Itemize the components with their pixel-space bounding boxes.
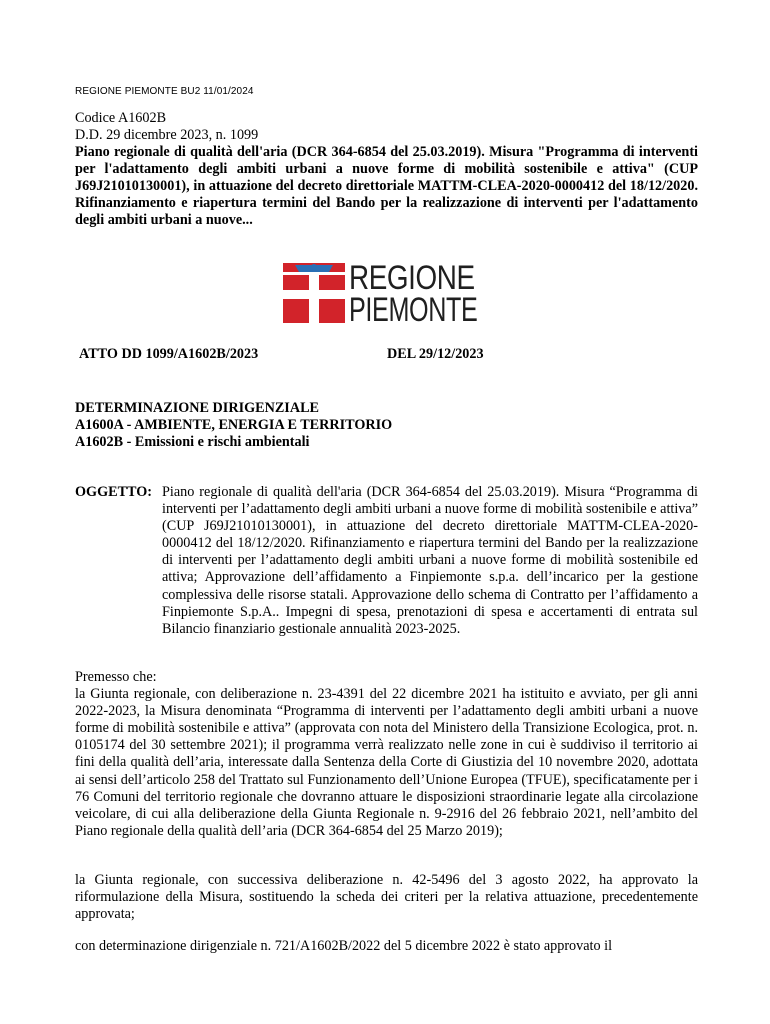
logo-text-regione: REGIONE bbox=[349, 259, 475, 297]
bulletin-header: REGIONE PIEMONTE BU2 11/01/2024 bbox=[75, 86, 254, 97]
determinazione-sector: A1602B - Emissioni e rischi ambientali bbox=[75, 434, 310, 450]
premesso-paragraph bbox=[75, 669, 698, 840]
atto-number: ATTO DD 1099/A1602B/2023 bbox=[79, 346, 259, 362]
determinazione-block bbox=[75, 400, 392, 451]
regione-piemonte-logo bbox=[283, 259, 488, 329]
body-paragraph-1: la Giunta regionale, con deliberazione n. 23-4391 del 22 dicembre 2021 ha istituito e avviato, per gli anni 2022-2023, la Misura denominata “Programma di interventi per l’adattamento degli ambiti urbani a nuove forme di mobilità sostenibile e attiva” (approvata con nota del Ministero della Transizione Ecologica, prot. n. 0105174 del 30 settembre 2021); il programma verrà realizzato nelle zone in cui è suddiviso il territorio ai fini della qualità dell’aria, interessate dalla Sentenza della Corte di Giustizia del 10 novembre 2020, adottata ai sensi dell’articolo 258 del Trattato sul Funzionamento dell’Unione Europea (TFUE), specificatamente per i 76 Comuni del territorio regionale che dovranno attuare le disposizioni straordinarie legate alla circolazione veicolare, di cui alla deliberazione della Giunta Regionale n. 9-2916 del 26 febbraio 2021, nell’ambito del Piano regionale della qualità dell’aria (DCR 364-6854 del 25 Marzo 2019); bbox=[75, 686, 698, 839]
atto-date: DEL 29/12/2023 bbox=[387, 346, 484, 362]
determinazione-type: DETERMINAZIONE DIRIGENZIALE bbox=[75, 400, 319, 416]
body-paragraph-3: con determinazione dirigenziale n. 721/A1602B/2022 del 5 dicembre 2022 è stato approvato il bbox=[75, 938, 613, 954]
logo-text-piemonte: PIEMONTE bbox=[349, 291, 478, 329]
oggetto-text: Piano regionale di qualità dell'aria (DCR 364-6854 del 25.03.2019). Misura “Programma di interventi per l’adattamento degli ambiti urbani a nuove forme di mobilità sostenibile e attiva” (CUP J69J21010130001), in attuazione del decreto direttoriale MATTM-CLEA-2020-0000412 del 18/12/2020. Rifinanziamento e riapertura termini del Bando per la realizzazione di interventi per l’adattamento degli ambiti urbani a nuove forme di mobilità sostenibile ed attiva; Approvazione dell’affidamento a Finpiemonte s.p.a. dell’incarico per la gestione complessiva delle risorse statali. Approvazione dello schema di Contratto per l’affidamento a Finpiemonte S.p.A.. Impegni di spesa, prenotazioni di spesa e accertamenti di entrata sul Bilancio finanziario gestionale annualità 2023-2025. bbox=[162, 484, 698, 637]
determinazione-direction: A1600A - AMBIENTE, ENERGIA E TERRITORIO bbox=[75, 417, 393, 433]
document-dd-reference: D.D. 29 dicembre 2023, n. 1099 bbox=[75, 127, 259, 143]
oggetto-label: OGGETTO: bbox=[75, 484, 152, 500]
document-intro bbox=[75, 110, 698, 229]
piemonte-emblem-icon bbox=[283, 263, 345, 323]
document-code: Codice A1602B bbox=[75, 110, 167, 126]
premesso-lead: Premesso che: bbox=[75, 669, 157, 685]
document-title: Piano regionale di qualità dell'aria (DCR 364-6854 del 25.03.2019). Misura "Programma di interventi per l'adattamento degli ambiti urbani a nuove forme di mobilità sostenibile e attiva" (CUP J69J21010130001), in attuazione del decreto direttoriale MATTM-CLEA-2020-0000412 del 18/12/2020. Rifinanziamento e riapertura termini del Bando per la realizzazione di interventi per l'adattamento degli ambiti urbani a nuove... bbox=[75, 144, 698, 228]
body-paragraph-2: la Giunta regionale, con successiva deliberazione n. 42-5496 del 3 agosto 2022, ha approvato la riformulazione della Misura, sostituendo la scheda dei criteri per la relativa attuazione, precedentemente approvata; bbox=[75, 872, 698, 923]
